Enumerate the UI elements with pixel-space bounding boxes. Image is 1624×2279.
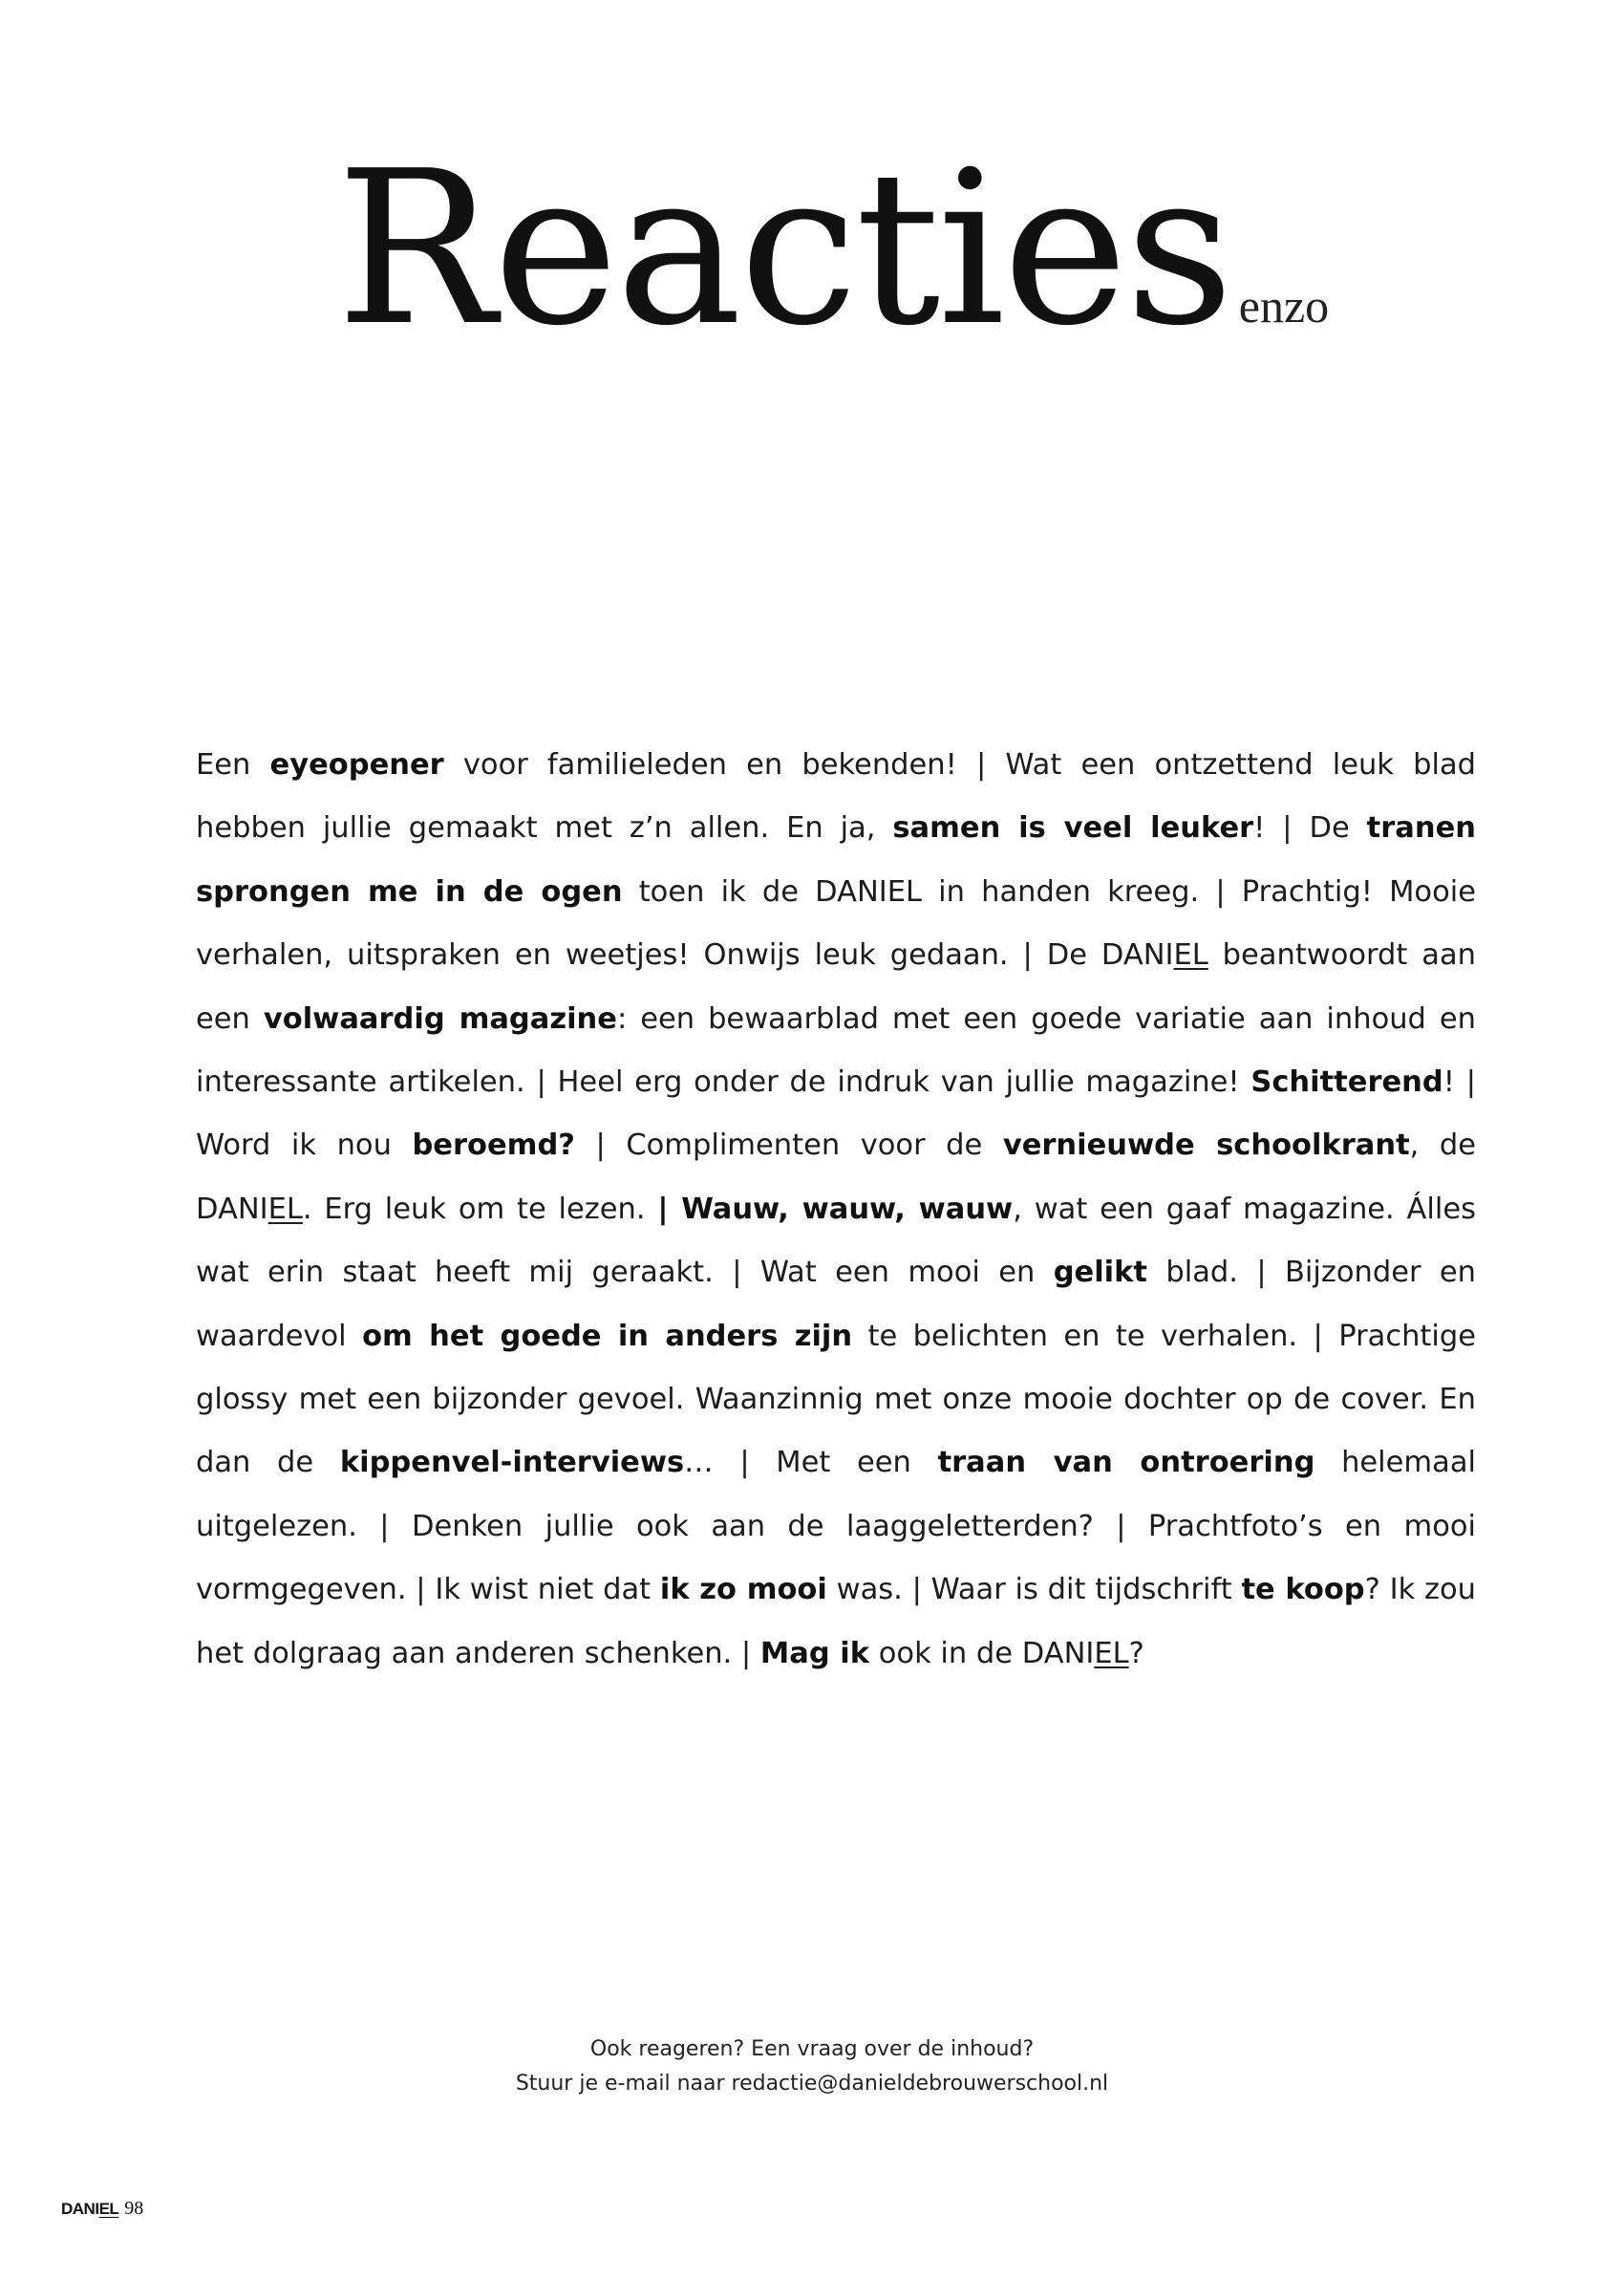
body-text-run: . Erg leuk om te lezen.	[302, 1192, 658, 1226]
logo-tail: EL	[98, 2200, 119, 2218]
body-text-run: te belichten en te verhalen. | Prachtige glossy met een bijzonder gevoel. Waanzinnig met onze mooie dochter op de cover. En dan de	[196, 1319, 1476, 1480]
contact-note	[0, 2032, 1624, 2101]
emphasis-text: traan van ontroering	[937, 1446, 1315, 1480]
contact-note-line-2: Stuur je e-mail naar redactie@danieldebrouwerschool.nl	[515, 2072, 1109, 2096]
emphasis-text: om het goede in anders zijn	[362, 1319, 853, 1353]
body-text-run: Een	[196, 748, 270, 782]
body-text-run: toen ik de DANIEL in handen kreeg. | Prachtig! Mooie verhalen, uitspraken en weetjes! Onwijs leuk gedaan. | De	[196, 874, 1476, 973]
magazine-logo	[61, 2200, 118, 2218]
emphasis-text: eyeopener	[269, 748, 444, 782]
emphasis-text: volwaardig magazine	[263, 1001, 617, 1036]
emphasis-text: gelikt	[1053, 1256, 1147, 1290]
body-text-run: , wat een gaaf magazine. Álles wat erin staat heeft mij geraakt. | Wat een mooi en	[196, 1192, 1477, 1290]
body-text-run: : een bewaarblad met een goede variatie aan inhoud en interessante artikelen. | Heel erg onder de indruk van jullie magazine!	[196, 1001, 1477, 1100]
emphasis-text: ik zo mooi	[659, 1573, 827, 1607]
body-text-run: was. | Waar is dit tijdschrift	[826, 1573, 1242, 1607]
body-text-run: ook in de	[869, 1636, 1022, 1670]
reactions-paragraph	[196, 734, 1476, 1686]
body-text-run: helemaal uitgelezen. | Denken jullie ook aan de laaggeletterden? | Prachtfoto’s en mooi vormgegeven. | Ik wist niet dat	[196, 1446, 1476, 1607]
brand-name: DANIEL	[1100, 938, 1208, 973]
body-text-run: | Complimenten voor de	[574, 1129, 1003, 1163]
emphasis-text: tranen sprongen me in de ogen	[196, 811, 1476, 909]
body-text-run: ! | Word ik nou	[196, 1065, 1476, 1163]
body-text-run: … | Met een	[684, 1446, 938, 1480]
body-text-run: blad. | Bijzonder en waardevol	[196, 1256, 1476, 1353]
emphasis-text: vernieuwde schoolkrant	[1002, 1129, 1410, 1163]
body-text-run: beantwoordt aan een	[196, 938, 1476, 1036]
body-text-run: ? Ik zou het dolgraag aan anderen schenken. |	[196, 1573, 1477, 1670]
page-footer	[61, 2198, 143, 2220]
emphasis-text: | Wauw, wauw, wauw	[657, 1192, 1014, 1226]
page-title	[336, 126, 1330, 373]
brand-name: DANIEL	[196, 1192, 303, 1226]
page-number: 98	[124, 2198, 144, 2219]
body-text-run: voor familieleden en bekenden! | Wat een ontzettend leuk blad hebben jullie gemaakt met z’n allen. En ja,	[196, 748, 1476, 846]
emphasis-text: Schitterend	[1250, 1065, 1443, 1100]
contact-note-line-1: Ook reageren? Een vraag over de inhoud?	[589, 2037, 1035, 2061]
title-main: Reacties	[336, 126, 1231, 373]
emphasis-text: beroemd?	[412, 1129, 575, 1163]
title-sub: enzo	[1238, 279, 1330, 333]
body-text-run: , de	[1409, 1129, 1477, 1163]
emphasis-text: te koop	[1241, 1573, 1365, 1607]
body-text-run: ! | De	[1253, 811, 1367, 846]
body-text-run: ?	[1128, 1636, 1144, 1670]
logo-head: DANI	[61, 2200, 99, 2218]
emphasis-text: kippenvel-interviews	[339, 1446, 685, 1480]
emphasis-text: Mag ik	[759, 1636, 870, 1670]
brand-name: DANIEL	[1021, 1636, 1129, 1670]
emphasis-text: samen is veel leuker	[892, 811, 1254, 846]
